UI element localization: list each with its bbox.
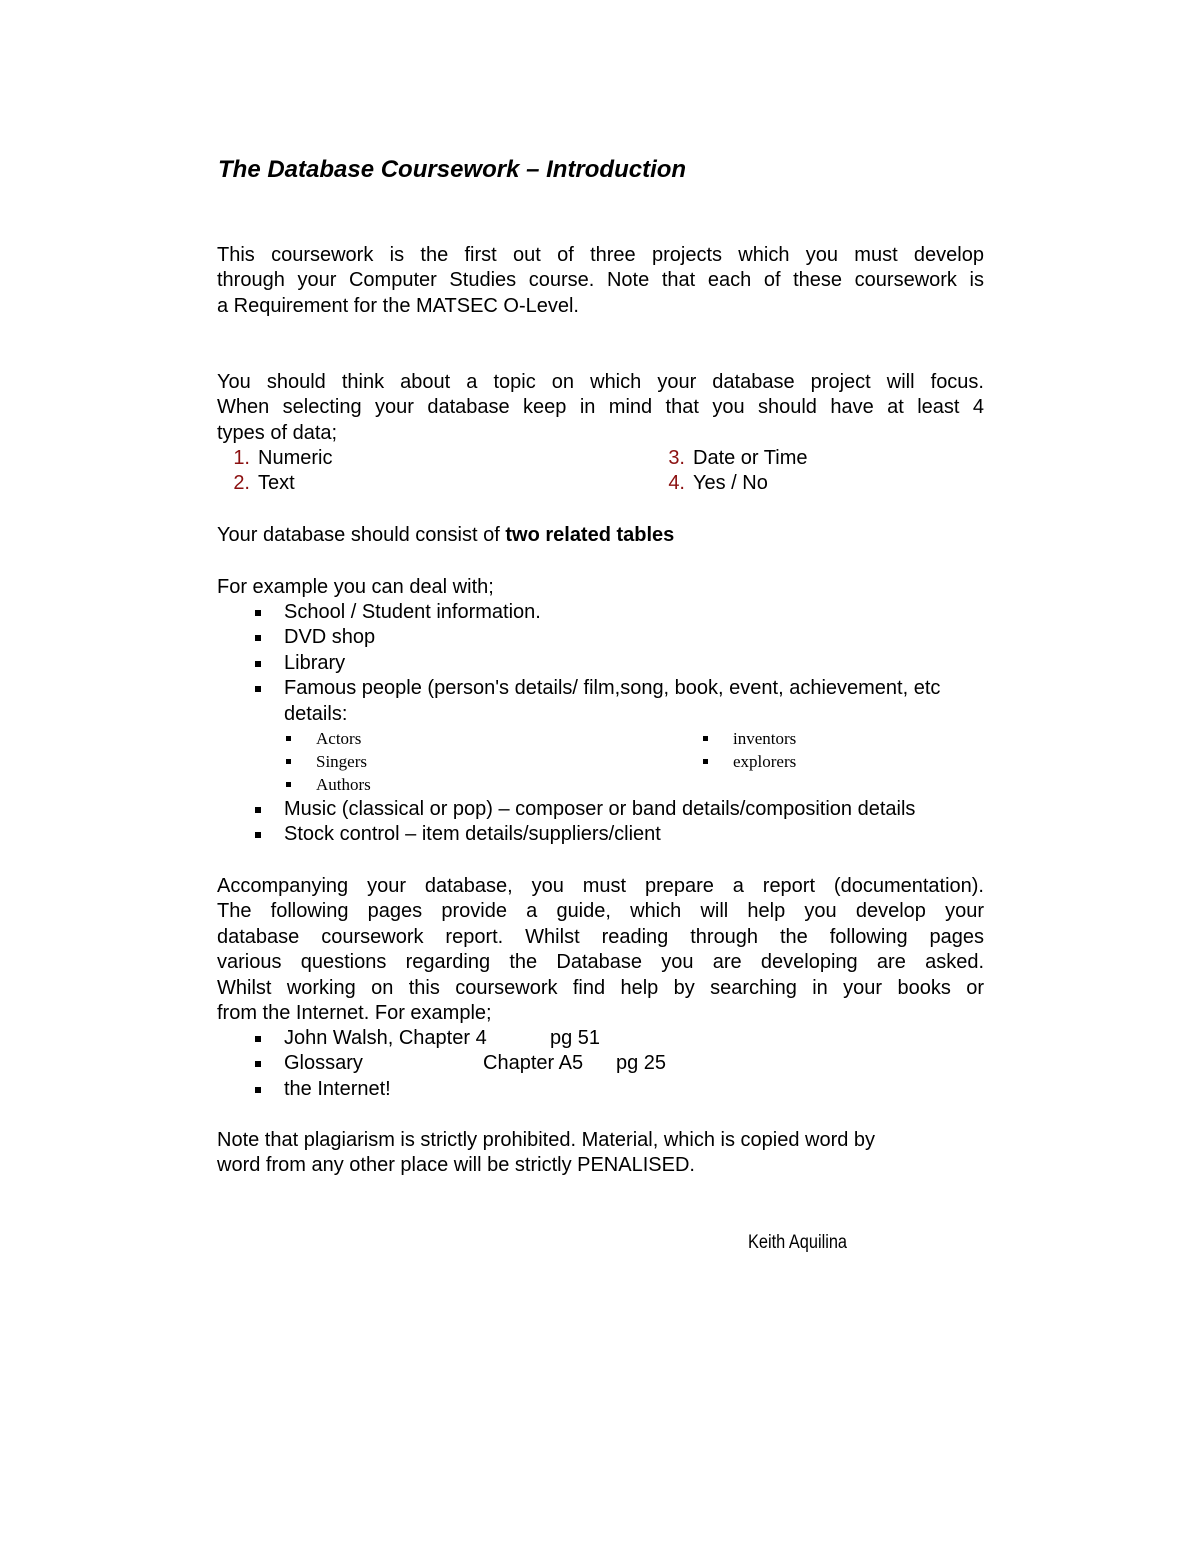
list-item	[286, 727, 361, 750]
tables-sentence-bold: two related tables	[505, 524, 675, 546]
page-title: The Database Coursework – Introduction	[218, 156, 687, 183]
bullet-icon	[286, 759, 291, 764]
examples-list	[217, 600, 997, 727]
list-item	[217, 676, 984, 727]
reference-chapter: Chapter A5	[483, 1052, 584, 1075]
list-number: 3.	[668, 447, 685, 469]
plagiarism-line: word from any other place will be strictly PENALISED.	[217, 1154, 695, 1177]
list-item	[216, 446, 332, 471]
topic-line: When selecting your database keep in mind that you should have at least 4	[217, 396, 984, 419]
tables-sentence-text: Your database should consist of	[217, 524, 506, 546]
famous-type-label: Authors	[316, 775, 371, 794]
topic-line: You should think about a topic on which your database project will focus.	[217, 371, 984, 393]
list-item	[217, 1026, 997, 1051]
report-line: The following pages provide a guide, which will help you develop your	[217, 900, 984, 923]
reference-source: the Internet!	[284, 1077, 391, 1100]
famous-type-label: Actors	[316, 729, 362, 748]
data-type-label: Date or Time	[693, 447, 808, 469]
report-paragraph	[217, 874, 984, 1026]
report-line: from the Internet. For example;	[217, 1002, 492, 1025]
list-number: 2.	[233, 472, 250, 494]
bullet-icon	[255, 1061, 261, 1067]
bullet-icon	[703, 759, 708, 764]
example-label: Famous people (person's details/ film,song, book, event, achievement, etc details:	[284, 677, 941, 725]
list-item	[651, 471, 768, 496]
topic-paragraph	[217, 370, 984, 446]
reference-source: Glossary	[284, 1052, 363, 1075]
reference-page: pg 51	[550, 1027, 601, 1049]
example-label: Stock control – item details/suppliers/client	[284, 823, 661, 846]
example-label: DVD shop	[284, 626, 376, 649]
bullet-icon	[255, 832, 261, 838]
report-line: various questions regarding the Database you are developing are asked.	[217, 951, 984, 974]
list-item	[217, 625, 997, 650]
intro-line: through your Computer Studies course. Note that each of these coursework is	[217, 269, 984, 292]
examples-list-continued	[217, 797, 997, 848]
data-type-label: Yes / No	[693, 472, 768, 494]
topic-line: types of data;	[217, 421, 338, 444]
intro-line: This coursework is the first out of three projects which you must develop	[217, 244, 984, 266]
list-item	[217, 822, 997, 847]
list-item	[217, 1051, 997, 1076]
example-label: Music (classical or pop) – composer or band details/composition details	[284, 798, 916, 820]
bullet-icon	[286, 782, 291, 787]
list-item	[286, 773, 371, 796]
report-line: Accompanying your database, you must prepare a report (documentation).	[217, 875, 984, 897]
bullet-icon	[255, 635, 261, 641]
list-number: 1.	[233, 447, 250, 469]
intro-paragraph	[217, 243, 984, 319]
tables-sentence	[217, 523, 984, 548]
list-item	[216, 471, 295, 496]
author-signature: Keith Aquilina	[748, 1232, 848, 1253]
example-label: Library	[284, 651, 346, 674]
list-item	[217, 1077, 997, 1102]
report-line: Whilst working on this coursework find help by searching in your books or	[217, 976, 984, 999]
list-item	[286, 750, 367, 773]
bullet-icon	[255, 1087, 261, 1093]
famous-type-label: inventors	[733, 729, 797, 748]
examples-intro: For example you can deal with;	[217, 576, 494, 598]
famous-type-label: Singers	[316, 752, 367, 771]
bullet-icon	[703, 736, 708, 741]
references-list	[217, 1026, 997, 1102]
famous-type-label: explorers	[733, 752, 797, 771]
bullet-icon	[255, 610, 261, 616]
bullet-icon	[286, 736, 291, 741]
list-item	[217, 651, 997, 676]
plagiarism-paragraph	[217, 1128, 984, 1179]
data-type-label: Text	[258, 472, 295, 494]
example-label: School / Student information.	[284, 601, 541, 623]
list-item	[651, 446, 807, 471]
list-item	[217, 797, 997, 822]
reference-page: pg 25	[616, 1052, 667, 1075]
bullet-icon	[255, 686, 261, 692]
reference-source: John Walsh, Chapter 4	[284, 1027, 487, 1049]
list-number: 4.	[668, 472, 685, 494]
plagiarism-line: Note that plagiarism is strictly prohibited. Material, which is copied word by	[217, 1129, 876, 1151]
intro-line: a Requirement for the MATSEC O-Level.	[217, 294, 579, 317]
list-item	[217, 600, 997, 625]
bullet-icon	[255, 807, 261, 813]
bullet-icon	[255, 661, 261, 667]
bullet-icon	[255, 1036, 261, 1042]
report-line: database coursework report. Whilst reading through the following pages	[217, 925, 984, 948]
data-type-label: Numeric	[258, 447, 333, 469]
list-item	[703, 750, 796, 773]
list-item	[703, 727, 796, 750]
